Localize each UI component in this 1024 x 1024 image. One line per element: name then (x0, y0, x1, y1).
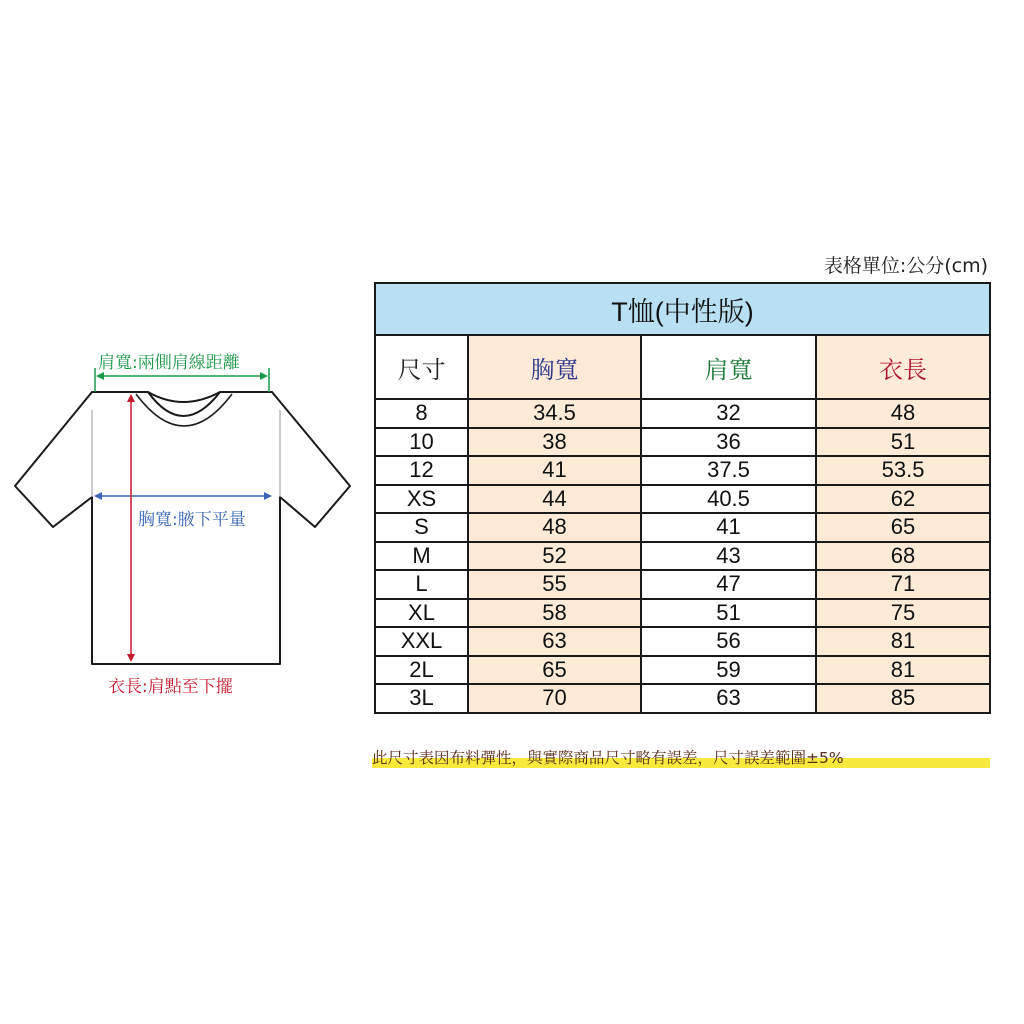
table-row (375, 570, 990, 599)
cell-shoulder: 47 (641, 570, 816, 599)
shoulder-measure-label: 肩寬:兩側肩線距離 (98, 353, 240, 373)
cell-length: 53.5 (816, 456, 990, 485)
cell-chest: 38 (468, 428, 641, 457)
cell-size: L (375, 570, 468, 599)
cell-length: 81 (816, 627, 990, 656)
header-size: 尺寸 (375, 335, 468, 399)
cell-chest: 55 (468, 570, 641, 599)
header-length: 衣長 (816, 335, 990, 399)
cell-chest: 48 (468, 513, 641, 542)
cell-shoulder: 32 (641, 399, 816, 428)
cell-size: 2L (375, 656, 468, 685)
cell-chest: 65 (468, 656, 641, 685)
table-row (375, 399, 990, 428)
cell-length: 75 (816, 599, 990, 628)
cell-shoulder: 37.5 (641, 456, 816, 485)
cell-shoulder: 59 (641, 656, 816, 685)
cell-shoulder: 56 (641, 627, 816, 656)
cell-chest: 58 (468, 599, 641, 628)
table-row (375, 542, 990, 571)
cell-length: 62 (816, 485, 990, 514)
table-row (375, 599, 990, 628)
shoulder-arrow-right-icon (260, 372, 268, 380)
cell-chest: 63 (468, 627, 641, 656)
table-row (375, 684, 990, 713)
cell-size: M (375, 542, 468, 571)
cell-shoulder: 63 (641, 684, 816, 713)
cell-chest: 41 (468, 456, 641, 485)
cell-size: XL (375, 599, 468, 628)
cell-size: XXL (375, 627, 468, 656)
cell-size: 10 (375, 428, 468, 457)
length-measure-label: 衣長:肩點至下擺 (108, 677, 233, 697)
shoulder-arrow-left-icon (96, 372, 104, 380)
table-row (375, 627, 990, 656)
table-row (375, 456, 990, 485)
cell-length: 65 (816, 513, 990, 542)
table-row (375, 656, 990, 685)
header-chest: 胸寬 (468, 335, 641, 399)
cell-shoulder: 51 (641, 599, 816, 628)
cell-size: 3L (375, 684, 468, 713)
cell-chest: 34.5 (468, 399, 641, 428)
cell-length: 85 (816, 684, 990, 713)
cell-size: 12 (375, 456, 468, 485)
table-row (375, 513, 990, 542)
cell-shoulder: 43 (641, 542, 816, 571)
cell-chest: 52 (468, 542, 641, 571)
cell-chest: 44 (468, 485, 641, 514)
table-row (375, 485, 990, 514)
cell-shoulder: 40.5 (641, 485, 816, 514)
unit-note: 表格單位:公分(cm) (823, 255, 988, 277)
header-shoulder: 肩寬 (641, 335, 816, 399)
cell-size: S (375, 513, 468, 542)
chest-measure-label: 胸寬:腋下平量 (138, 505, 246, 530)
cell-shoulder: 36 (641, 428, 816, 457)
cell-shoulder: 41 (641, 513, 816, 542)
cell-chest: 70 (468, 684, 641, 713)
table-row (375, 428, 990, 457)
cell-size: XS (375, 485, 468, 514)
footnote: 此尺寸表因布料彈性，與實際商品尺寸略有誤差，尺寸誤差範圍±5% (372, 748, 990, 768)
table-title: T恤(中性版) (375, 283, 990, 335)
cell-size: 8 (375, 399, 468, 428)
cell-length: 51 (816, 428, 990, 457)
table-header-row (375, 335, 990, 399)
cell-length: 68 (816, 542, 990, 571)
size-chart-table (374, 282, 991, 714)
cell-length: 71 (816, 570, 990, 599)
cell-length: 48 (816, 399, 990, 428)
cell-length: 81 (816, 656, 990, 685)
